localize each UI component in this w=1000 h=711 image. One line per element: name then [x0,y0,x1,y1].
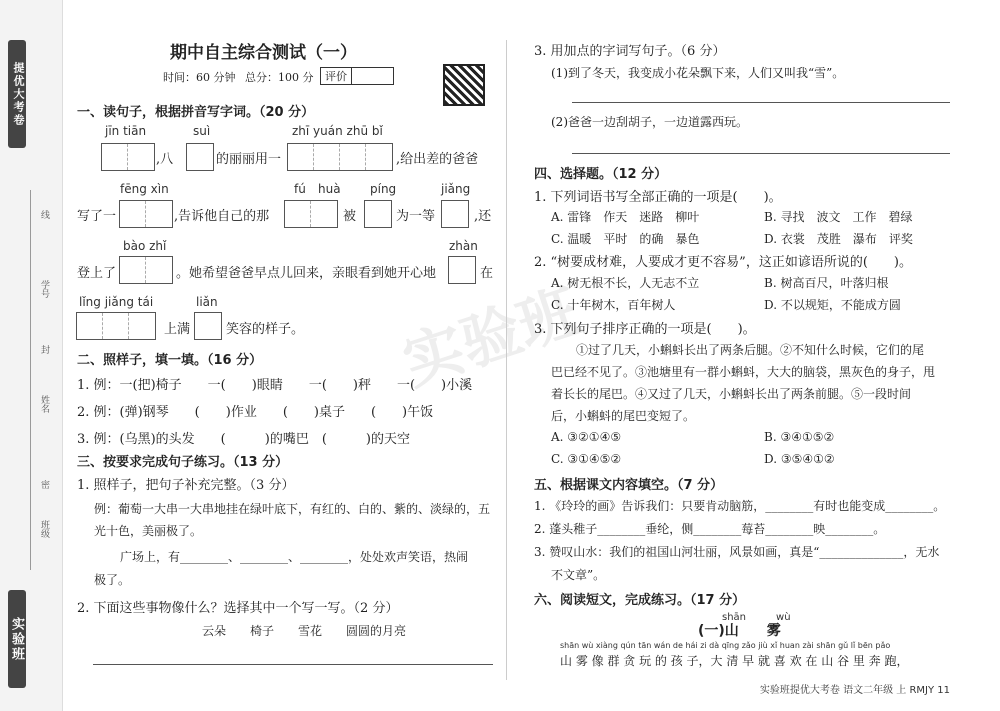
exam-score: 总分：100 分 [245,71,314,84]
option[interactable]: C. 温暖 平时 的确 暴色 [551,232,700,246]
option[interactable]: A. ③②①④⑤ [551,430,622,444]
page-footer: 实验班提优大考卷 语文二年级 上 RMJY 11 [759,685,950,696]
passage-line: ①过了几天，小蝌蚪长出了两条后腿。②不知什么时候，它们的尾 [576,343,925,357]
choice-items: 云朵 椅子 雪花 圆圆的月亮 [202,624,407,638]
option[interactable]: B. 寻找 波文 工作 碧绿 [764,210,913,224]
eval-box[interactable] [320,67,394,85]
example-text: 光十色，美丽极了。 [94,524,203,538]
answer-line[interactable] [572,102,950,103]
option[interactable]: B. ③④①⑤② [764,430,835,444]
question: 2. “树要成材难，人要成才更不容易”，这正如谚语所说的( )。 [534,255,912,270]
char-box[interactable] [194,312,222,340]
sidebar [0,0,63,711]
char-box[interactable] [287,143,393,171]
pinyin: fēng xìn [120,182,169,196]
fill-line[interactable]: 2. 例：(弹)钢琴 ( )作业 ( )桌子 ( )午饭 [77,405,434,420]
section-1-heading: 一、读句子，根据拼音写字词。（20 分） [77,105,315,120]
title-pinyin: shān wù [722,612,791,623]
fill-line[interactable]: 3. 例：(乌黑)的头发 ( )的嘴巴 ( )的天空 [77,432,410,447]
question: 3. 下列句子排序正确的一项是( )。 [534,322,756,337]
sentence-text: 被 [343,209,357,224]
pinyin: jiǎng [441,182,471,196]
qr-code-icon [443,64,485,106]
sentence-text: 登上了 [77,266,117,281]
fill-line[interactable]: 1. 《玲玲的画》告诉我们：只要肯动脑筋，________有时也能变成________。 [534,499,946,513]
section-5-heading: 五、根据课文内容填空。（7 分） [534,478,724,493]
option[interactable]: A. 雷锋 作天 迷路 柳叶 [551,210,700,224]
char-box[interactable] [76,312,156,340]
option[interactable]: B. 树高百尺，叶落归根 [764,276,889,290]
passage-line: 山 雾 像 群 贪 玩 的 孩 子，大 清 早 就 喜 欢 在 山 谷 里 奔 跑， [560,654,909,668]
sentence-text: 写了一 [77,209,117,224]
pinyin: fú [294,182,306,196]
option[interactable]: C. 十年树木，百年树人 [551,298,676,312]
exam-time: 时间：60 分钟 [163,71,236,84]
eval-label: 评价 [321,68,352,84]
sentence-text: 上满 [164,322,191,337]
section-4-heading: 四、选择题。（12 分） [534,167,668,182]
fill-line: 不文章”。 [551,568,606,582]
pinyin: liǎn [196,295,218,309]
char-box[interactable] [101,143,155,171]
section-3-heading: 三、按要求完成句子练习。（13 分） [77,455,289,470]
char-box[interactable] [441,200,469,228]
fill-line[interactable]: 1. 例：一(把)椅子 一( )眼睛 一( )秤 一( )小溪 [77,378,473,393]
binding-line [30,190,31,570]
fill-sentence: 极了。 [94,573,131,587]
option[interactable]: D. 衣裳 茂胜 瀑布 评奖 [764,232,913,246]
char-box[interactable] [284,200,338,228]
brand-top-tab: 提优大考卷 [8,40,26,148]
passage-line: 后，小蝌蚪的尾巴变短了。 [551,409,696,423]
sentence-text: ,还 [474,209,492,224]
fill-sentence[interactable]: 广场上，有________、________、________，处处欢声笑语，热闹 [120,550,469,564]
side-field-3: 封 [39,345,49,354]
pinyin: huà [318,182,341,196]
question: 1. 照样子，把句子补充完整。（3 分） [77,478,295,493]
pinyin: bào zhǐ [123,239,167,253]
char-box[interactable] [186,143,214,171]
char-box[interactable] [119,200,173,228]
side-field-1: 线 [39,210,49,219]
side-field-2: 学号 [39,280,49,298]
option[interactable]: A. 树无根不长，人无志不立 [551,276,700,290]
side-field-6: 班级 [39,520,49,538]
option[interactable]: C. ③①④⑤② [551,452,622,466]
pinyin: zhī yuán zhū bǐ [292,124,383,138]
passage-line: 着长长的尾巴。④又过了几天，小蝌蚪长出了两条前腿。⑤一段时间 [551,387,912,401]
char-box[interactable] [364,200,392,228]
passage-line: 巴已经不见了。③池塘里有一群小蝌蚪，大大的脑袋，黑灰色的身子，甩 [551,365,936,379]
section-2-heading: 二、照样子，填一填。（16 分） [77,353,263,368]
sentence-text: 的丽丽用一 [216,152,282,167]
section-6-heading: 六、阅读短文，完成练习。（17 分） [534,593,746,608]
sentence-text: ,告诉他自己的那 [174,209,270,224]
pinyin: zhàn [449,239,478,253]
option[interactable]: D. ③⑤④①② [764,452,835,466]
pinyin: píng [370,182,397,196]
sentence-item: (1)到了冬天，我变成小花朵飘下来，人们又叫我“雪”。 [551,66,845,80]
passage-title: (一)山 雾 [698,623,781,639]
page-title: 期中自主综合测试（一） [170,43,357,63]
char-box[interactable] [119,256,173,284]
pinyin: suì [193,124,211,138]
watermark: 实验班 [395,276,588,399]
example-text: 例：葡萄一大串一大串地挂在绿叶底下，有红的、白的、紫的、淡绿的，五 [94,502,491,516]
fill-line[interactable]: 3. 赞叹山水：我们的祖国山河壮丽，风景如画，真是“______________，无水 [534,545,940,559]
side-field-4: 姓名 [39,395,49,413]
sentence-text: 。她希望爸爸早点儿回来，亲眼看到她开心地 [176,266,437,281]
sentence-text: 为一等 [396,209,436,224]
pinyin: jīn tiān [105,124,147,138]
question: 3. 用加点的字词写句子。（6 分） [534,44,726,59]
answer-line[interactable] [93,664,493,665]
brand-bottom-tab: 实验班 [8,590,26,688]
pinyin: lǐng jiǎng tái [79,295,154,309]
column-divider [506,40,507,680]
sentence-text: ,八 [156,152,174,167]
answer-line[interactable] [572,153,950,154]
option[interactable]: D. 不以规矩，不能成方圆 [764,298,901,312]
sentence-text: ,给出差的爸爸 [396,152,479,167]
side-field-5: 密 [39,480,49,489]
question: 2. 下面这些事物像什么？选择其中一个写一写。（2 分） [77,601,399,616]
sentence-item: (2)爸爸一边刮胡子，一边道露西玩。 [551,115,748,129]
char-box[interactable] [448,256,476,284]
fill-line[interactable]: 2. 蓬头稚子________垂纶，侧________莓苔________映________。 [534,522,886,536]
question: 1. 下列词语书写全部正确的一项是( )。 [534,190,782,205]
sentence-text: 在 [480,266,494,281]
sentence-text: 笑容的样子。 [226,322,305,337]
passage-pinyin: shān wù xiàng qún tān wán de hái zi dà qīng zǎo jiù xǐ huan zài shān gǔ lǐ bēn pǎo [560,641,891,650]
